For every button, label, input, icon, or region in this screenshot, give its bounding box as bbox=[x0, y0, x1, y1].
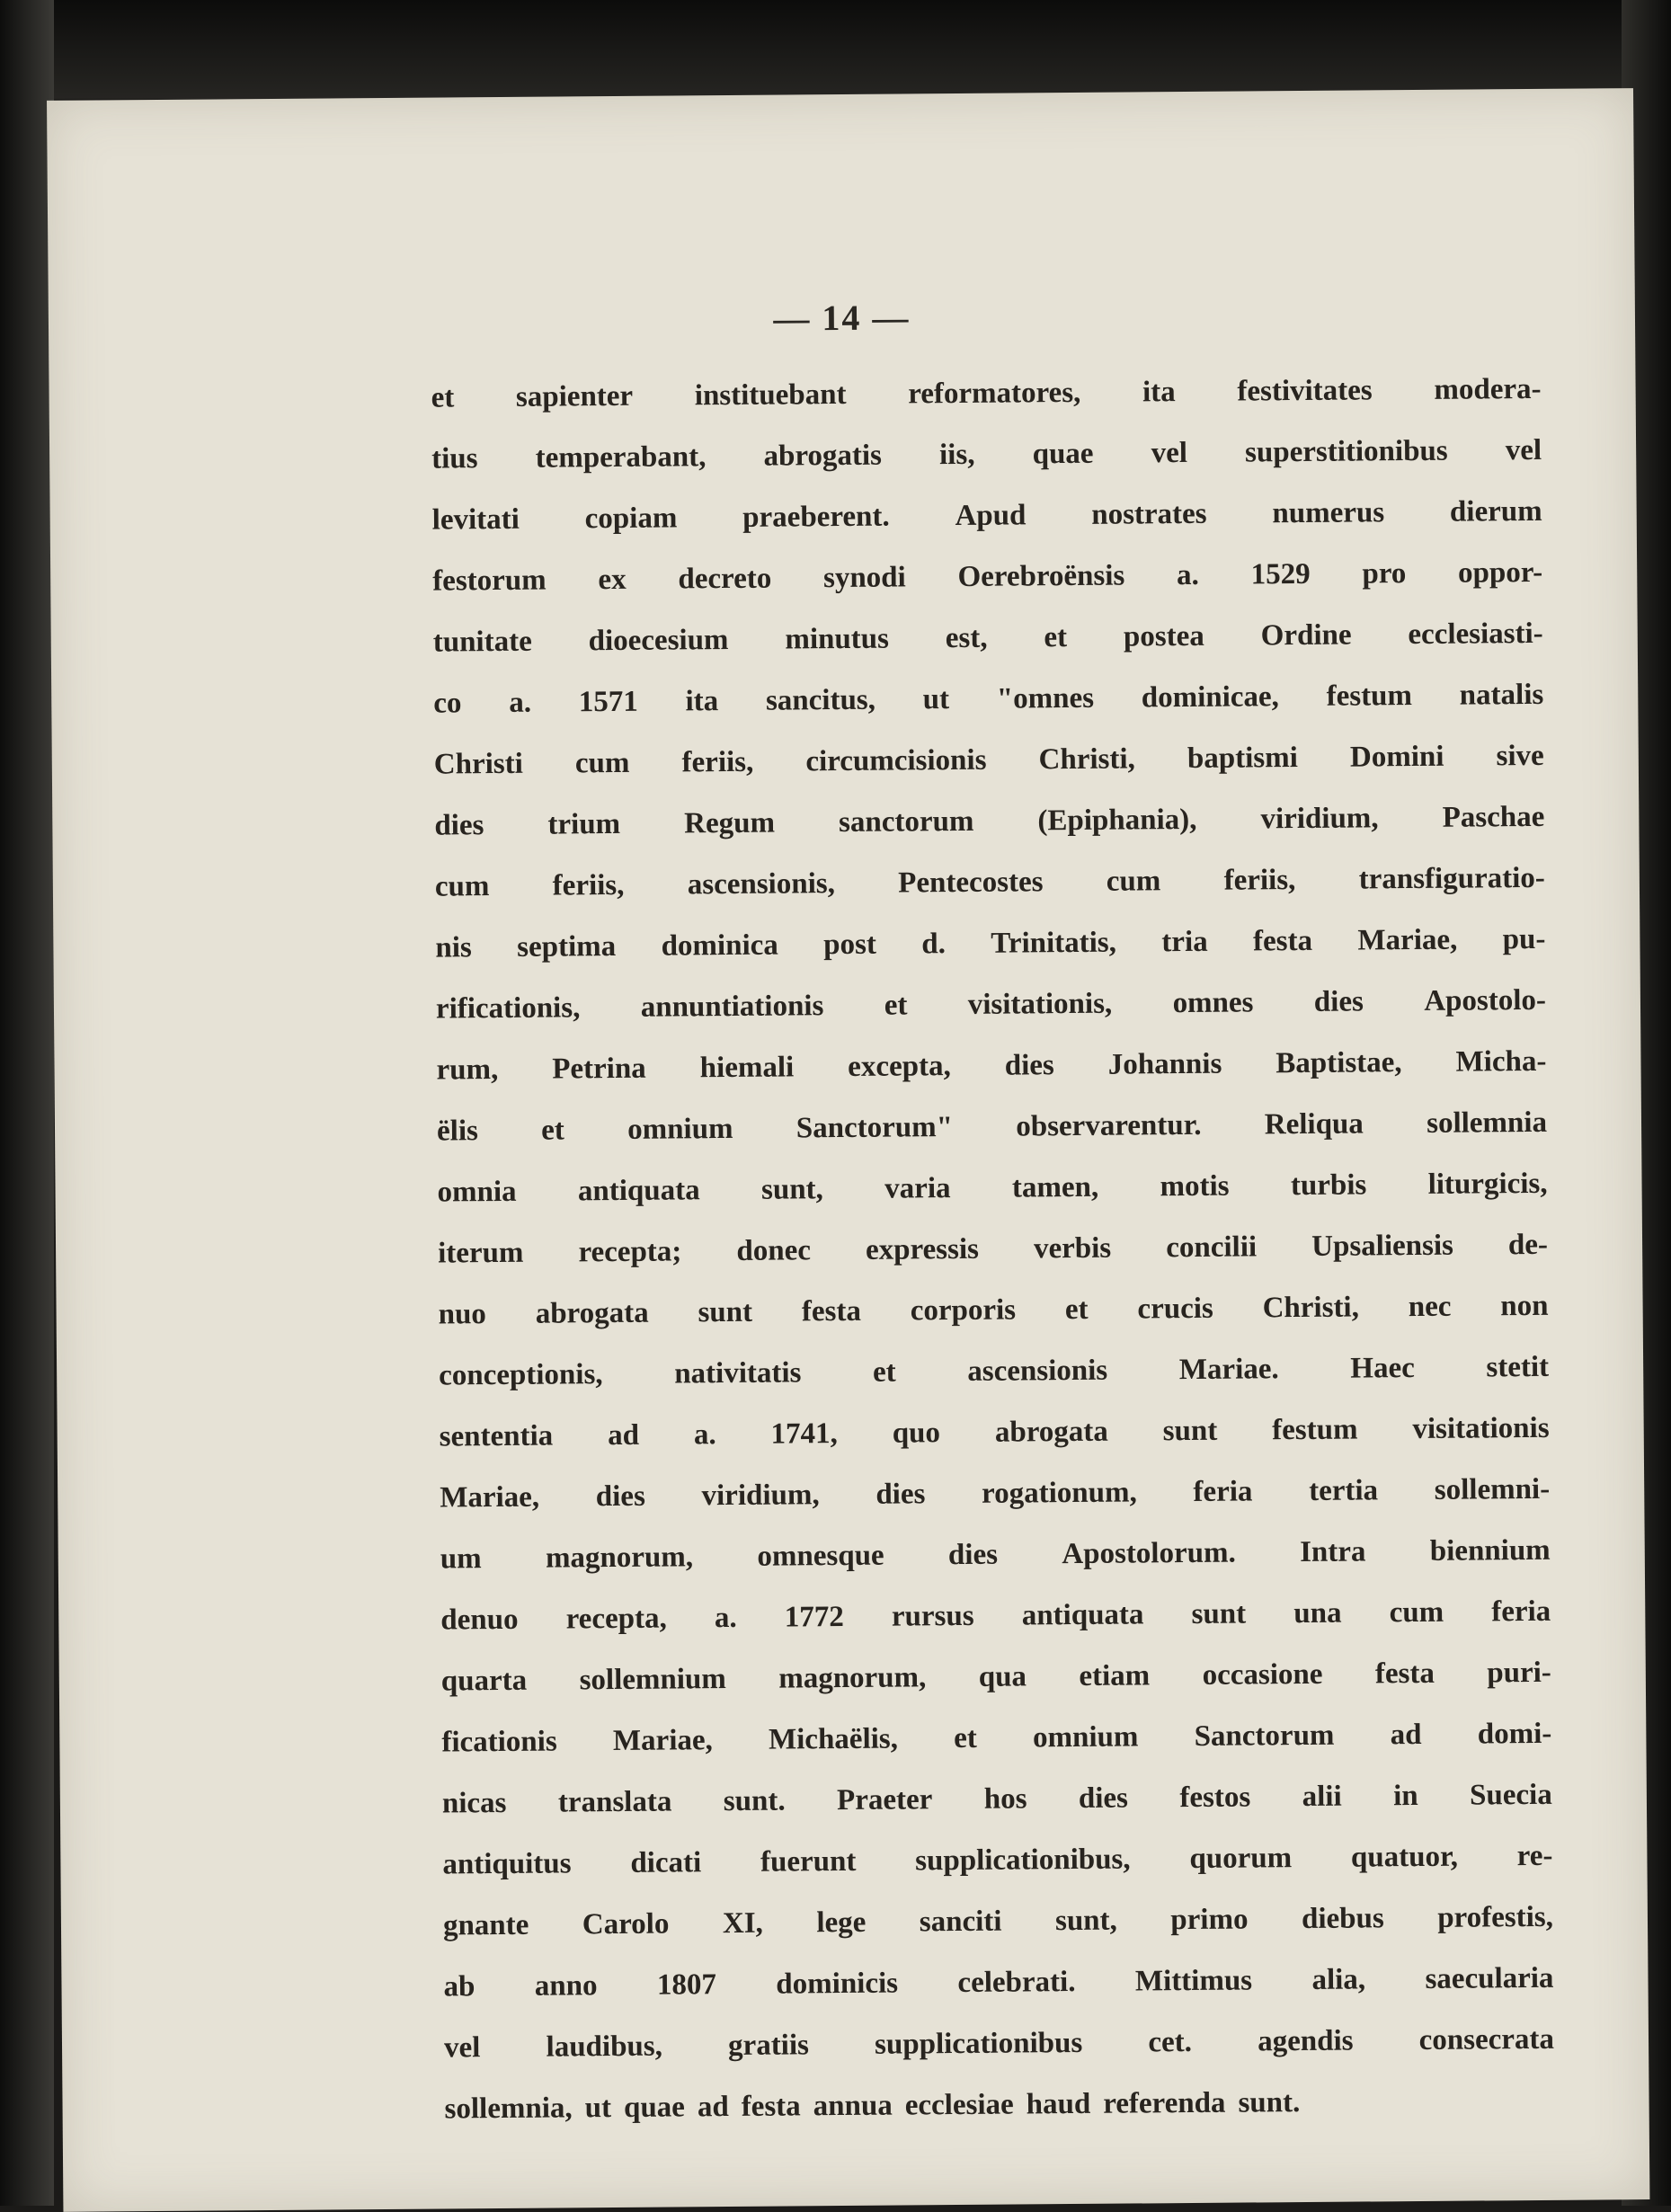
text-word: motis bbox=[1160, 1169, 1230, 1204]
text-word: est, bbox=[945, 621, 988, 655]
text-word: ab bbox=[443, 1970, 476, 2003]
text-word: anno bbox=[534, 1969, 598, 2003]
text-word: pro bbox=[1362, 557, 1407, 591]
text-line bbox=[433, 664, 1543, 734]
text-word: in bbox=[1392, 1780, 1418, 1813]
text-word: dies bbox=[947, 1538, 999, 1572]
text-word: non bbox=[1500, 1289, 1549, 1323]
text-word: supplicationibus, bbox=[915, 1843, 1131, 1878]
text-word: a. bbox=[714, 1601, 737, 1635]
text-line bbox=[443, 1948, 1553, 2018]
text-word: Oerebroënsis bbox=[957, 559, 1125, 593]
text-word: sanctorum bbox=[838, 804, 974, 839]
text-word: instituebant bbox=[694, 378, 847, 413]
text-word: omnium bbox=[627, 1112, 733, 1146]
text-word: supplicationibus bbox=[874, 2026, 1083, 2061]
text-word: dicati bbox=[630, 1846, 702, 1879]
text-word: superstitionibus bbox=[1244, 434, 1448, 469]
text-word: festum bbox=[1272, 1413, 1358, 1447]
text-word: nuo bbox=[438, 1298, 487, 1331]
text-line bbox=[432, 542, 1542, 612]
text-word: Upsaliensis bbox=[1311, 1229, 1454, 1263]
text-word: magnorum, bbox=[778, 1661, 927, 1695]
text-word: Mariae. bbox=[1178, 1353, 1279, 1387]
text-word: tertia bbox=[1309, 1474, 1379, 1507]
text-word: festa bbox=[801, 1294, 862, 1328]
text-word: transfiguratio- bbox=[1358, 861, 1545, 896]
text-word: dominica bbox=[661, 928, 778, 963]
text-line bbox=[431, 359, 1541, 429]
text-line bbox=[439, 1398, 1549, 1468]
text-word: referenda bbox=[1103, 2086, 1226, 2120]
text-word: rogationum, bbox=[981, 1476, 1137, 1510]
text-word: sunt, bbox=[1054, 1904, 1117, 1938]
text-word: feria bbox=[1193, 1475, 1253, 1508]
text-word: feriis, bbox=[552, 868, 625, 902]
text-word: quorum bbox=[1189, 1842, 1293, 1876]
text-word: a. bbox=[693, 1418, 716, 1452]
text-word: varia bbox=[884, 1172, 951, 1205]
text-word: sollemni- bbox=[1434, 1472, 1551, 1506]
text-line bbox=[440, 1459, 1550, 1529]
text-word: et bbox=[884, 989, 908, 1022]
text-word: ëlis bbox=[436, 1115, 479, 1148]
text-word: sapienter bbox=[515, 379, 634, 413]
text-word: a. bbox=[1176, 558, 1199, 592]
text-word: Haec bbox=[1350, 1352, 1415, 1385]
text-word: circumcisionis bbox=[805, 743, 987, 778]
text-line bbox=[438, 1275, 1548, 1346]
text-line bbox=[441, 1642, 1551, 1712]
text-word: levitati bbox=[431, 502, 520, 537]
text-word: baptismi bbox=[1187, 742, 1298, 775]
text-word: cum bbox=[1389, 1595, 1444, 1630]
text-word: ut bbox=[584, 2092, 612, 2125]
text-word: Mittimus bbox=[1134, 1964, 1253, 1998]
text-word: ita bbox=[1142, 376, 1176, 409]
text-word: post bbox=[823, 928, 877, 962]
text-word: festa bbox=[1374, 1657, 1435, 1691]
scan-background-top bbox=[0, 0, 1671, 99]
scan-background-left bbox=[0, 0, 54, 2206]
text-word: modera- bbox=[1434, 372, 1542, 406]
text-line bbox=[434, 786, 1544, 857]
text-word: Sanctorum bbox=[1194, 1719, 1335, 1753]
text-word: Christi, bbox=[1262, 1291, 1360, 1325]
text-line bbox=[444, 2070, 1554, 2140]
text-word: decreto bbox=[678, 562, 772, 596]
text-word: rificationis, bbox=[435, 991, 581, 1026]
text-word: "omnes bbox=[996, 681, 1095, 715]
text-word: 1741, bbox=[770, 1417, 838, 1451]
text-word: Mariae, bbox=[1357, 923, 1458, 957]
text-word: postea bbox=[1123, 619, 1204, 653]
text-word: Suecia bbox=[1469, 1778, 1552, 1812]
text-word: sunt. bbox=[1238, 2086, 1301, 2119]
text-word: alii bbox=[1302, 1780, 1342, 1814]
text-word: reformatores, bbox=[908, 376, 1081, 411]
text-word: sive bbox=[1496, 739, 1544, 773]
text-line bbox=[431, 420, 1542, 490]
text-word: consecrata bbox=[1418, 2022, 1555, 2057]
text-word: ficationis bbox=[441, 1725, 557, 1759]
text-word: dominicae, bbox=[1141, 680, 1279, 715]
text-word: de- bbox=[1507, 1228, 1549, 1262]
text-word: iterum bbox=[437, 1236, 524, 1270]
text-word: Praeter bbox=[836, 1783, 933, 1817]
text-word: 1571 bbox=[578, 685, 638, 719]
text-word: sollemnia, bbox=[444, 2092, 573, 2126]
text-word: nativitatis bbox=[674, 1356, 802, 1390]
text-word: et bbox=[431, 381, 455, 414]
text-word: festos bbox=[1179, 1781, 1251, 1815]
text-word: alia, bbox=[1311, 1963, 1366, 1996]
text-word: observarentur. bbox=[1016, 1108, 1202, 1143]
text-word: donec bbox=[736, 1234, 812, 1267]
text-word: et bbox=[872, 1355, 896, 1389]
text-word: quo bbox=[892, 1417, 941, 1450]
text-word: annuntiationis bbox=[640, 990, 824, 1024]
book-page bbox=[47, 88, 1649, 2212]
text-word: sunt, bbox=[760, 1173, 823, 1206]
text-word: Carolo bbox=[582, 1907, 670, 1941]
text-word: cet. bbox=[1148, 2025, 1193, 2059]
text-word: concilii bbox=[1166, 1230, 1258, 1265]
text-word: ecclesiae bbox=[904, 2088, 1014, 2122]
text-word: trium bbox=[547, 807, 621, 841]
text-word: expressis bbox=[865, 1232, 980, 1266]
text-word: agendis bbox=[1257, 2024, 1354, 2058]
text-line bbox=[435, 848, 1545, 918]
text-word: dies bbox=[434, 809, 484, 842]
text-word: Trinitatis, bbox=[991, 926, 1117, 960]
text-word: antiquitus bbox=[442, 1847, 572, 1881]
text-word: rursus bbox=[891, 1599, 974, 1633]
text-word: quarta bbox=[440, 1664, 528, 1698]
text-word: et bbox=[541, 1114, 564, 1147]
text-word: et bbox=[1044, 621, 1068, 654]
text-word: cum bbox=[434, 870, 490, 903]
text-word: d. bbox=[921, 928, 947, 961]
text-word: sunt bbox=[698, 1295, 753, 1329]
text-word: a. bbox=[509, 686, 532, 719]
text-word: Pentecostes bbox=[898, 866, 1044, 900]
text-word: re- bbox=[1516, 1839, 1553, 1873]
text-word: Baptistae, bbox=[1275, 1046, 1402, 1080]
text-word: et bbox=[954, 1721, 977, 1755]
text-word: dierum bbox=[1449, 494, 1542, 529]
text-word: Mariae, bbox=[440, 1480, 540, 1515]
text-word: Apostolorum. bbox=[1062, 1536, 1236, 1571]
text-line bbox=[434, 725, 1544, 795]
text-word: feria bbox=[1491, 1595, 1551, 1629]
text-line bbox=[438, 1214, 1548, 1284]
text-word: vel bbox=[1151, 436, 1188, 470]
text-word: praeberent. bbox=[742, 500, 890, 534]
text-word: Paschae bbox=[1442, 800, 1545, 834]
text-word: 1529 bbox=[1250, 557, 1311, 591]
text-word: oppor- bbox=[1457, 555, 1543, 590]
text-word: recepta; bbox=[578, 1235, 682, 1269]
text-word: hiemali bbox=[699, 1051, 795, 1085]
text-word: translata bbox=[557, 1785, 672, 1819]
text-line bbox=[442, 1764, 1552, 1834]
text-line bbox=[440, 1581, 1551, 1651]
text-word: nec bbox=[1408, 1290, 1452, 1324]
text-word: antiquata bbox=[1021, 1598, 1144, 1632]
text-word: natalis bbox=[1459, 678, 1544, 712]
text-word: (Epiphania), bbox=[1037, 803, 1197, 838]
text-line bbox=[443, 1887, 1553, 1957]
text-word: sanciti bbox=[919, 1905, 1002, 1939]
text-word: nostrates bbox=[1091, 497, 1207, 531]
text-word: Petrina bbox=[552, 1052, 646, 1086]
text-line bbox=[435, 909, 1545, 979]
text-line bbox=[436, 970, 1546, 1040]
text-word: Ordine bbox=[1260, 618, 1352, 653]
text-word: Johannis bbox=[1107, 1047, 1222, 1081]
text-word: Regum bbox=[684, 806, 776, 840]
page-number: — 14 — bbox=[773, 297, 911, 339]
text-line bbox=[441, 1703, 1551, 1773]
text-word: denuo bbox=[440, 1603, 519, 1637]
text-word: lege bbox=[816, 1906, 867, 1940]
text-line bbox=[437, 1092, 1547, 1162]
text-word: dies bbox=[1313, 985, 1364, 1018]
text-word: annua bbox=[813, 2089, 893, 2123]
text-word: ascensionis, bbox=[687, 867, 836, 902]
text-word: iis, bbox=[938, 438, 975, 472]
text-word: Christi bbox=[433, 747, 523, 781]
text-word: omnes bbox=[1172, 986, 1254, 1020]
text-word: Micha- bbox=[1455, 1044, 1547, 1079]
text-word: viridium, bbox=[701, 1479, 820, 1513]
text-word: dies bbox=[1004, 1049, 1054, 1082]
text-word: primo bbox=[1170, 1903, 1249, 1937]
text-word: liturgicis, bbox=[1427, 1167, 1548, 1201]
text-word: viridium, bbox=[1260, 802, 1379, 836]
text-word: corporis bbox=[910, 1293, 1017, 1328]
text-word: sunt bbox=[1162, 1414, 1218, 1448]
text-word: synodi bbox=[822, 561, 906, 595]
text-word: abrogatis bbox=[763, 439, 883, 473]
text-word: septima bbox=[517, 929, 617, 964]
text-word: festa bbox=[741, 2090, 801, 2123]
text-word: hos bbox=[983, 1782, 1027, 1816]
text-word: dies bbox=[875, 1478, 926, 1511]
text-word: ecclesiasti- bbox=[1408, 617, 1543, 652]
text-word: omnium bbox=[1032, 1720, 1139, 1754]
text-word: quatuor, bbox=[1350, 1840, 1459, 1874]
text-line bbox=[436, 1031, 1546, 1101]
text-word: copiam bbox=[584, 502, 678, 536]
text-word: festorum bbox=[432, 564, 547, 598]
text-word: cum bbox=[1106, 865, 1161, 898]
text-word: Apud bbox=[955, 499, 1027, 533]
text-word: recepta, bbox=[565, 1602, 667, 1636]
text-word: festa bbox=[1252, 924, 1313, 958]
text-line bbox=[442, 1826, 1552, 1896]
text-word: omnesque bbox=[757, 1539, 884, 1573]
text-word: gratiis bbox=[727, 2029, 810, 2063]
text-line bbox=[433, 603, 1543, 673]
text-word: dioecesium bbox=[588, 623, 729, 658]
text-word: Mariae, bbox=[612, 1724, 713, 1758]
text-word: et bbox=[1064, 1293, 1089, 1327]
text-word: domi- bbox=[1477, 1717, 1552, 1751]
text-word: numerus bbox=[1272, 496, 1385, 530]
text-word: 1807 bbox=[656, 1968, 717, 2002]
text-word: excepta, bbox=[848, 1050, 951, 1083]
text-word: gnante bbox=[442, 1908, 529, 1942]
text-word: minutus bbox=[785, 622, 890, 656]
text-word: abrogata bbox=[535, 1296, 649, 1330]
text-word: haud bbox=[1026, 2087, 1091, 2121]
text-word: sunt. bbox=[723, 1784, 786, 1818]
text-word: stetit bbox=[1486, 1350, 1550, 1384]
text-line bbox=[440, 1520, 1551, 1590]
text-line bbox=[431, 481, 1542, 551]
body-text bbox=[431, 359, 1554, 2140]
text-word: Sanctorum" bbox=[796, 1111, 954, 1145]
text-word: festum bbox=[1326, 680, 1413, 713]
text-word: Reliqua bbox=[1264, 1107, 1364, 1142]
text-word: visitationis bbox=[1412, 1411, 1550, 1446]
text-word: fuerunt bbox=[760, 1844, 857, 1879]
text-word: ex bbox=[598, 563, 627, 597]
text-line bbox=[444, 2009, 1554, 2079]
text-word: profestis, bbox=[1437, 1900, 1554, 1934]
text-word: puri- bbox=[1487, 1656, 1551, 1690]
text-word: nicas bbox=[441, 1786, 507, 1820]
text-word: sollemnia bbox=[1427, 1106, 1548, 1140]
text-word: ita bbox=[685, 685, 719, 718]
text-line bbox=[439, 1337, 1549, 1407]
text-word: sancitus, bbox=[765, 683, 876, 717]
text-word: tamen, bbox=[1011, 1170, 1099, 1204]
text-word: um bbox=[440, 1542, 482, 1576]
text-word: tius bbox=[431, 442, 478, 475]
text-word: 1772 bbox=[784, 1601, 844, 1634]
text-word: cum bbox=[574, 746, 630, 780]
text-word: ad bbox=[1390, 1718, 1422, 1752]
text-word: quae bbox=[623, 2091, 686, 2124]
text-word: Domini bbox=[1349, 740, 1444, 774]
text-word: dies bbox=[595, 1479, 645, 1514]
text-word: feriis, bbox=[681, 745, 754, 779]
text-word: vel bbox=[1505, 433, 1542, 467]
text-line bbox=[437, 1153, 1547, 1223]
text-word: feriis, bbox=[1223, 864, 1296, 897]
text-word: tunitate bbox=[432, 625, 532, 659]
text-word: Apostolo- bbox=[1424, 983, 1547, 1017]
text-word: dies bbox=[1078, 1781, 1129, 1815]
text-word: rum, bbox=[436, 1053, 499, 1087]
text-word: quae bbox=[1032, 437, 1094, 471]
text-word: sunt bbox=[1191, 1597, 1247, 1630]
text-word: omnia bbox=[437, 1175, 517, 1209]
text-word: ad bbox=[697, 2091, 729, 2124]
text-word: turbis bbox=[1290, 1168, 1367, 1203]
text-word: sollemnium bbox=[579, 1663, 726, 1697]
text-word: visitationis, bbox=[967, 987, 1113, 1021]
text-word: abrogata bbox=[994, 1415, 1108, 1449]
text-word: Intra bbox=[1299, 1535, 1366, 1569]
text-word: saecularia bbox=[1425, 1961, 1554, 1995]
text-word: festivitates bbox=[1237, 374, 1373, 408]
text-word: una bbox=[1293, 1596, 1342, 1630]
text-word: ut bbox=[922, 683, 950, 716]
text-word: occasione bbox=[1202, 1657, 1323, 1692]
text-word: tria bbox=[1161, 925, 1208, 959]
text-word: ascensionis bbox=[967, 1354, 1108, 1388]
text-word: crucis bbox=[1137, 1292, 1213, 1326]
text-word: dominicis bbox=[776, 1967, 899, 2001]
text-word: co bbox=[433, 687, 462, 720]
text-word: verbis bbox=[1033, 1231, 1112, 1266]
text-word: laudibus, bbox=[546, 2030, 663, 2064]
text-word: nis bbox=[435, 931, 472, 964]
text-word: ad bbox=[607, 1418, 640, 1452]
text-word: Christi, bbox=[1038, 742, 1135, 777]
text-word: etiam bbox=[1079, 1659, 1151, 1692]
text-word: diebus bbox=[1301, 1902, 1384, 1936]
text-word: temperabant, bbox=[535, 440, 707, 475]
text-word: pu- bbox=[1502, 922, 1546, 956]
text-word: vel bbox=[443, 2031, 481, 2065]
text-word: sententia bbox=[439, 1419, 554, 1453]
text-word: celebrati. bbox=[957, 1966, 1076, 2000]
text-word: biennium bbox=[1429, 1533, 1551, 1568]
text-word: qua bbox=[978, 1660, 1027, 1693]
text-word: Michaëlis, bbox=[768, 1722, 899, 1756]
text-word: conceptionis, bbox=[439, 1358, 603, 1392]
text-word: XI, bbox=[722, 1906, 763, 1941]
text-word: antiquata bbox=[577, 1174, 700, 1208]
text-word: magnorum, bbox=[545, 1541, 694, 1575]
